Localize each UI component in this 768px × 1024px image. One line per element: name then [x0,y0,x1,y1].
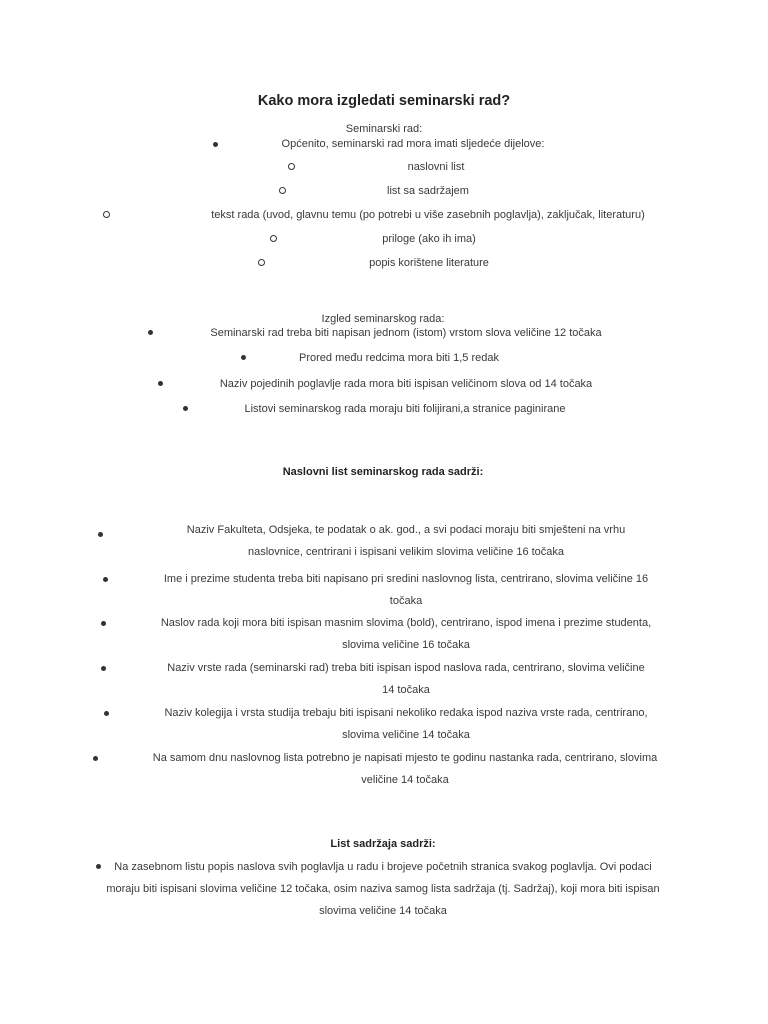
bullet-icon [183,406,188,411]
bullet-icon [104,711,109,716]
bullet-icon [101,621,106,626]
list-item: Na zasebnom listu popis naslova svih poglavlja u radu i brojeve početnih stranica svakog poglavlja. Ovi podaci moraju biti ispisani slovima veličine 12 točaka, osim naziva samog lista sadržaja (tj. Sadržaj), koji mora biti ispisan slovima veličine 14 točaka [106,861,660,917]
bullet-icon [241,355,246,360]
bullet-icon [103,577,108,582]
bullet-icon [148,330,153,335]
bullet-icon [101,666,106,671]
list-item: Na samom dnu naslovnog lista potrebno je napisati mjesto te godinu nastanka rada, centrirano, slovima veličine 14 točaka [152,752,658,786]
list-item: Naziv pojedinih poglavlje rada mora biti ispisan veličinom slova od 14 točaka [219,378,593,390]
section3-heading: Naslovni list seminarskog rada sadrži: [282,466,484,478]
circle-bullet-icon [270,235,277,242]
list-item: naslovni list [407,161,465,173]
list-item: popis korištene literature [369,257,489,269]
section4-heading: List sadržaja sadrži: [330,838,436,850]
list-item: Naslov rada koji mora biti ispisan masnim slovima (bold), centrirano, ispod imena i prezime studenta, slovima veličine 16 točaka [160,617,652,651]
bullet-icon [93,756,98,761]
circle-bullet-icon [103,211,110,218]
document-title: Kako mora izgledati seminarski rad? [257,93,511,109]
circle-bullet-icon [288,163,295,170]
list-item: Prored među redcima mora biti 1,5 redak [299,352,499,364]
bullet-icon [158,381,163,386]
list-item: tekst rada (uvod, glavnu temu (po potrebi u više zasebnih poglavlja), zaključak, literaturu) [211,209,645,221]
list-item: Naziv vrste rada (seminarski rad) treba biti ispisan ispod naslova rada, centrirano, slovima veličine 14 točaka [167,662,645,696]
bullet-icon [213,142,218,147]
list-item: Ime i prezime studenta treba biti napisano pri sredini naslovnog lista, centrirano, slovima veličine 16 točaka [163,573,649,607]
section2-heading: Izgled seminarskog rada: [321,313,445,325]
list-item: priloge (ako ih ima) [382,233,476,245]
list-item: Naziv Fakulteta, Odsjeka, te podatak o ak. god., a svi podaci moraju biti smješteni na vrhu naslovnice, centrirani i ispisani velikim slovima veličine 16 točaka [186,524,626,558]
list-item: list sa sadržajem [387,185,469,197]
bullet-icon [98,532,103,537]
section1-heading: Seminarski rad: [345,123,423,135]
circle-bullet-icon [279,187,286,194]
list-item: Listovi seminarskog rada moraju biti folijirani,a stranice paginirane [244,403,566,415]
section1-intro: Općenito, seminarski rad mora imati sljedeće dijelove: [281,138,545,150]
circle-bullet-icon [258,259,265,266]
bullet-icon [96,864,101,869]
list-item: Seminarski rad treba biti napisan jednom (istom) vrstom slova veličine 12 točaka [210,327,602,339]
list-item: Naziv kolegija i vrsta studija trebaju biti ispisani nekoliko redaka ispod naziva vrste rada, centrirano, slovima veličine 14 točaka [164,707,648,741]
